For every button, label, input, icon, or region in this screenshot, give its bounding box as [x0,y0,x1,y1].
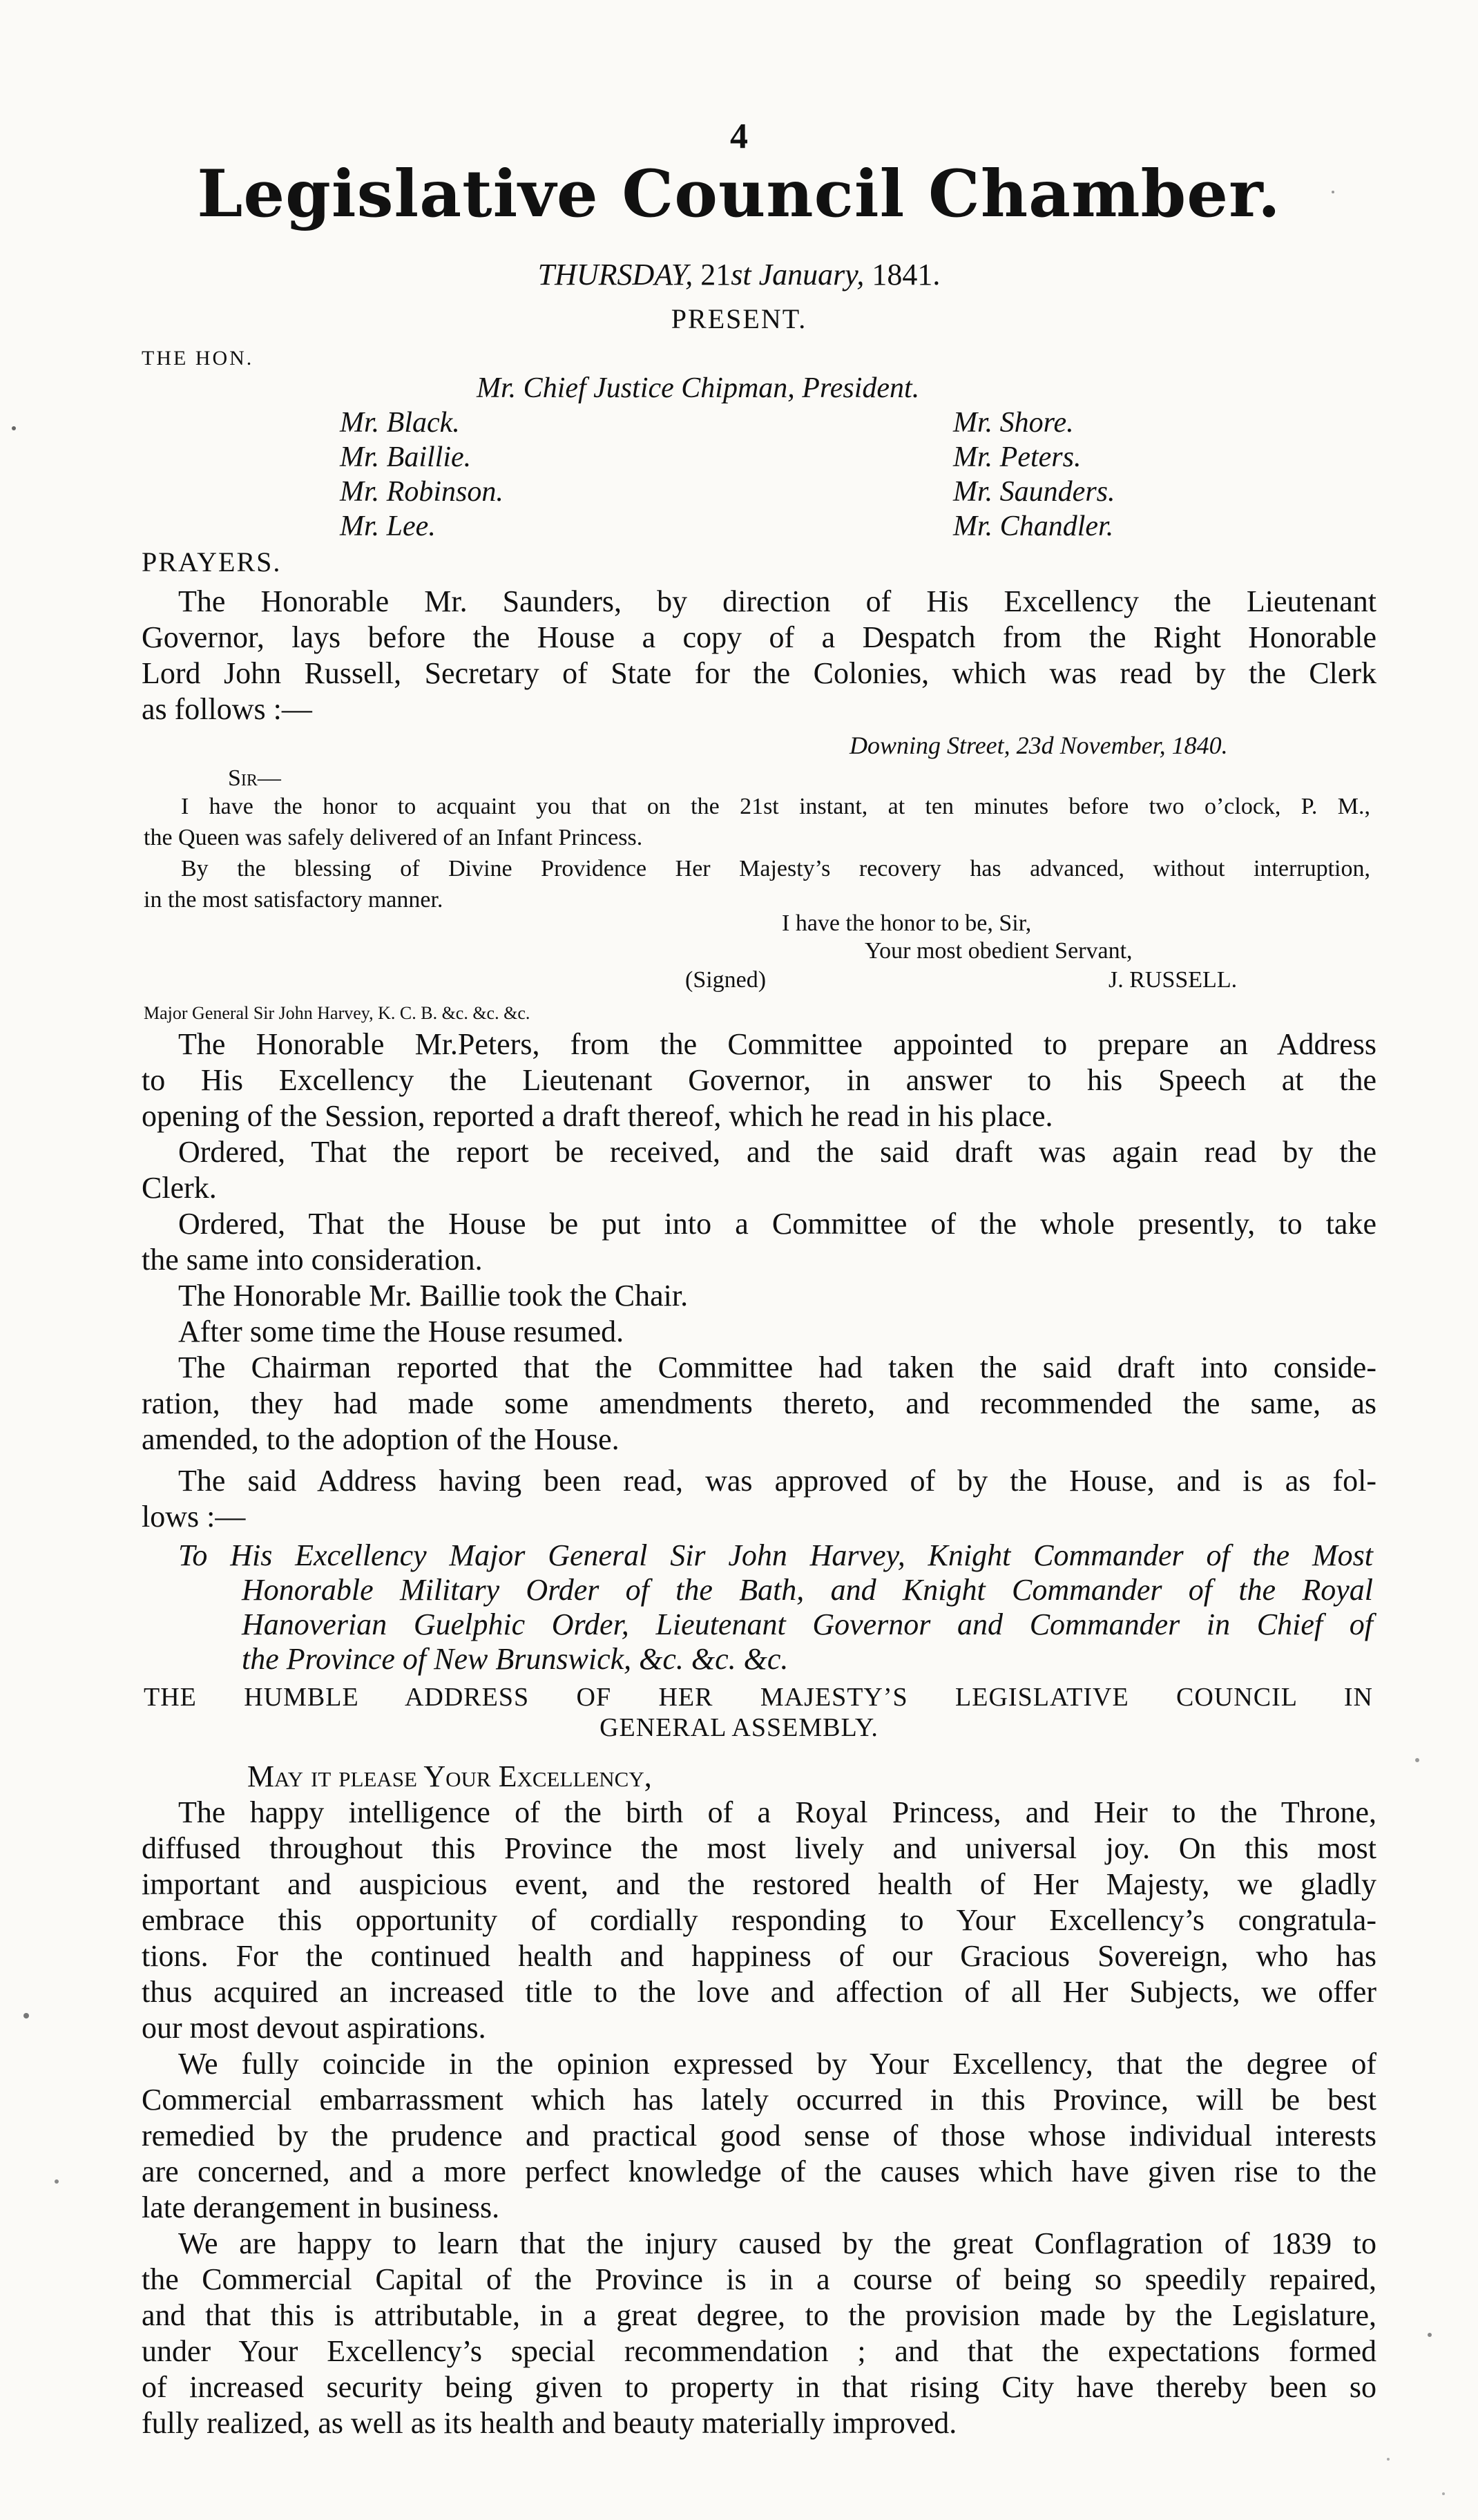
member-name: Mr. Saunders. [953,476,1115,508]
prayers-heading: PRAYERS. [142,546,282,578]
address-line: remedied by the prudence and practical good sense of those whose individual interests [142,2119,1376,2152]
address-line: the Commercial Capital of the Province is in a course of being so speedily repaired, [142,2262,1376,2296]
paragraph-despatch-line: Governor, lays before the House a copy of a Despatch from the Right Honorable [142,620,1376,654]
member-name: Mr. Black. [340,407,460,439]
ordered-line: Ordered, That the House be put into a Committee of the whole presently, to take [178,1207,1376,1241]
resumed-line: After some time the House resumed. [178,1315,624,1348]
letter-line: in the most satisfactory manner. [144,887,443,913]
letter-closing: Your most obedient Servant, [865,938,1133,964]
approved-line: The said Address having been read, was approved of by the House, and is as fol- [178,1464,1376,1498]
address-line: diffused throughout this Province the most lively and universal joy. On this most [142,1831,1376,1865]
present-heading: PRESENT. [671,303,807,334]
member-name: Mr. Lee. [340,510,436,542]
letter-line: By the blessing of Divine Providence Her Majesty’s recovery has advanced, without interruption, [181,856,1370,881]
letter-closing: I have the honor to be, Sir, [782,910,1032,936]
date-number: 21 [700,258,731,292]
member-name: Mr. Baillie. [340,441,472,473]
address-line: of increased security being given to property in that rising City have thereby been so [142,2370,1376,2404]
the-hon-label: THE HON. [142,347,254,370]
address-line: We fully coincide in the opinion expressed by Your Excellency, that the degree of [178,2047,1376,2081]
ordered-line: the same into consideration. [142,1243,483,1277]
address-line: thus acquired an increased title to the love and affection of all Her Subjects, we offer [142,1975,1376,2009]
address-line: are concerned, and a more perfect knowledge of the causes which have given rise to the [142,2155,1376,2188]
date-suffix: st [731,258,751,292]
address-line: We are happy to learn that the injury caused by the great Conflagration of 1839 to [178,2226,1376,2260]
paragraph-despatch-line: The Honorable Mr. Saunders, by direction of His Excellency the Lieutenant [178,584,1376,618]
address-line: and that this is attributable, in a great degree, to the provision made by the Legislature, [142,2298,1376,2332]
letter-line: the Queen was safely delivered of an Infant Princess. [144,825,643,850]
address-line: our most devout aspirations. [142,2011,486,2045]
date-day: THURSDAY, [537,258,693,292]
paragraph-committee-line: The Honorable Mr.Peters, from the Committee appointed to prepare an Address [178,1027,1376,1061]
paragraph-committee-line: opening of the Session, reported a draft thereof, which he read in his place. [142,1099,1053,1133]
chairman-line: amended, to the adoption of the House. [142,1422,620,1456]
ordered-line: Clerk. [142,1171,217,1205]
salutation-excellency: May it please Your Excellency, [247,1759,652,1793]
address-line: The happy intelligence of the birth of a Royal Princess, and Heir to the Throne, [178,1795,1376,1829]
chairman-line: The Chairman reported that the Committee had taken the said draft into conside- [178,1350,1376,1384]
humble-address-heading: THE HUMBLE ADDRESS OF HER MAJESTY’S LEGISLATIVE COUNCIL IN [144,1683,1373,1712]
date-year: 1841. [872,258,941,292]
paragraph-despatch-line: as follows :— [142,692,312,726]
member-name: Mr. Chandler. [953,510,1114,542]
letter-signed: (Signed) [685,967,767,993]
address-line: under Your Excellency’s special recommendation ; and that the expectations formed [142,2334,1376,2368]
address-line: late derangement in business. [142,2190,500,2224]
paragraph-committee-line: to His Excellency the Lieutenant Governor, in answer to his Speech at the [142,1063,1376,1097]
date-line [0,257,1478,292]
page-number: 4 [730,117,748,156]
address-line: tions. For the continued health and happiness of our Gracious Sovereign, who has [142,1939,1376,1973]
chairman-line: ration, they had made some amendments thereto, and recommended the same, as [142,1386,1376,1420]
to-his-excellency-line: Hanoverian Guelphic Order, Lieutenant Governor and Commander in Chief of [242,1607,1373,1641]
letter-signature: J. RUSSELL. [1108,967,1238,993]
ordered-line: Ordered, That the report be received, and the said draft was again read by the [178,1135,1376,1169]
letter-place-date: Downing Street, 23d November, 1840. [850,732,1228,759]
member-name: Mr. Shore. [953,407,1074,439]
humble-address-heading: GENERAL ASSEMBLY. [599,1713,879,1742]
address-line: embrace this opportunity of cordially responding to Your Excellency’s congratula- [142,1903,1376,1937]
to-his-excellency-line: the Province of New Brunswick, &c. &c. &c. [242,1642,789,1676]
page-title: Legislative Council Chamber. [197,156,1281,232]
chair-line: The Honorable Mr. Baillie took the Chair. [178,1279,689,1312]
member-name: Mr. Robinson. [340,476,503,508]
letter-salutation: Sir— [228,765,281,791]
address-line: important and auspicious event, and the restored health of Her Majesty, we gladly [142,1867,1376,1901]
paragraph-despatch-line: Lord John Russell, Secretary of State for the Colonies, which was read by the Clerk [142,656,1376,690]
date-month: January, [758,258,865,292]
president: Mr. Chief Justice Chipman, President. [477,372,920,404]
approved-line: lows :— [142,1500,246,1534]
letter-addressee: Major General Sir John Harvey, K. C. B. &c. &c. &c. [144,1003,530,1023]
address-line: fully realized, as well as its health and beauty materially improved. [142,2406,957,2440]
address-line: Commercial embarrassment which has lately occurred in this Province, will be best [142,2083,1376,2117]
member-name: Mr. Peters. [953,441,1082,473]
to-his-excellency-line: To His Excellency Major General Sir John Harvey, Knight Commander of the Most [178,1538,1373,1572]
to-his-excellency-line: Honorable Military Order of the Bath, and Knight Commander of the Royal [242,1573,1373,1607]
letter-line: I have the honor to acquaint you that on the 21st instant, at ten minutes before two o’clock, P. M., [181,794,1370,819]
